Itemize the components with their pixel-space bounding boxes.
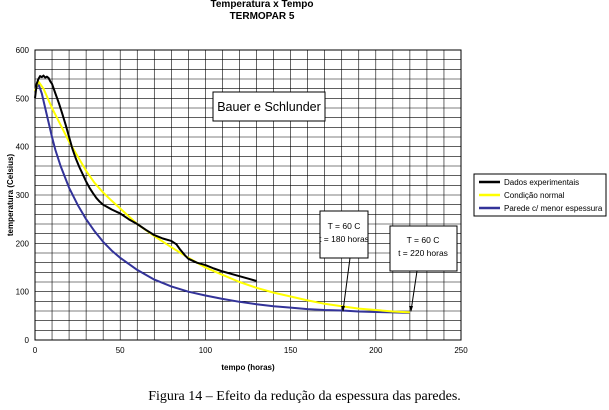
x-axis-label: tempo (horas): [221, 363, 275, 372]
y-tick-label: 200: [15, 239, 29, 249]
callout-2-line2: t = 220 horas: [398, 248, 448, 258]
legend: [474, 174, 606, 216]
callout-1-arrow: [343, 258, 350, 311]
y-tick-label: 0: [24, 336, 29, 345]
x-tick-label: 250: [454, 346, 468, 355]
y-tick-label: 400: [15, 142, 29, 152]
chart-subtitle: TERMOPAR 5: [229, 11, 295, 22]
y-tick-label: 500: [15, 94, 29, 104]
y-tick-label: 600: [15, 46, 29, 55]
y-tick-label: 300: [15, 191, 29, 200]
x-tick-label: 100: [198, 346, 213, 355]
x-tick-label: 150: [283, 346, 298, 355]
legend-label-2: Parede c/ menor espessura: [504, 204, 603, 213]
callout-1-line1: T = 60 C: [327, 221, 361, 231]
callout-1-line2: t = 180 horas: [319, 234, 369, 244]
y-tick-label: 100: [15, 287, 29, 297]
figure-caption: Figura 14 – Efeito da redução da espessura das paredes.: [148, 389, 461, 404]
x-tick-label: 0: [32, 346, 38, 355]
callout-2-line1: T = 60 C: [406, 235, 440, 245]
x-tick-label: 200: [369, 346, 383, 355]
callout-2-arrow: [411, 271, 417, 311]
legend-label-1: Condição normal: [504, 191, 565, 200]
x-tick-label: 50: [115, 346, 125, 355]
annotation-box-label: Bauer e Schlunder: [217, 100, 321, 114]
chart-title: Temperatura x Tempo: [210, 0, 314, 10]
legend-label-0: Dados experimentais: [504, 178, 580, 187]
y-axis-label: temperatura (Celsius): [6, 153, 15, 237]
